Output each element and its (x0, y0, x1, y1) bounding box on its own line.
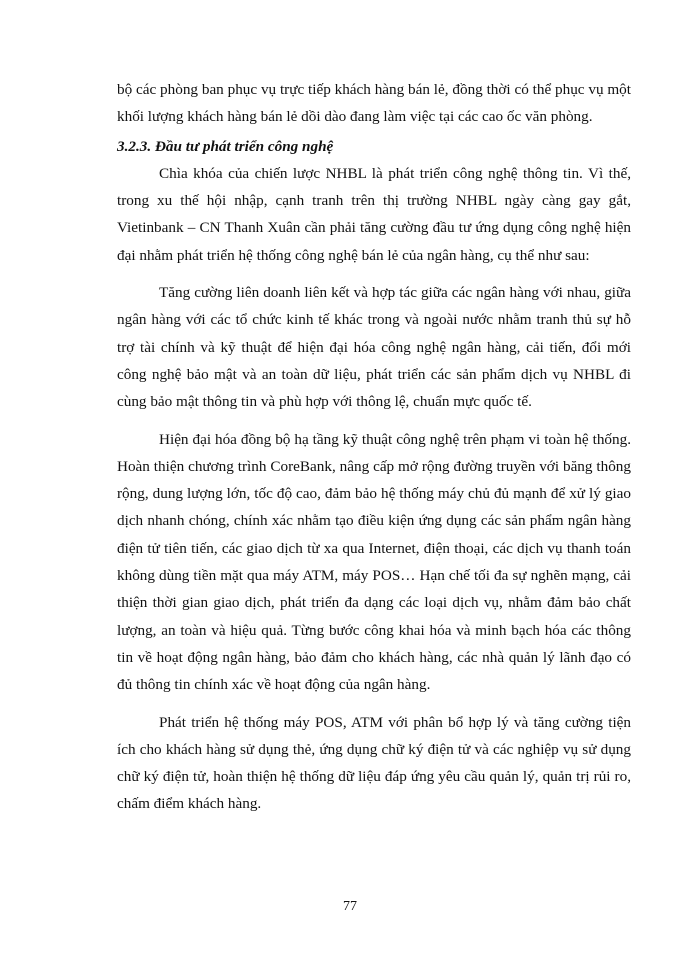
paragraph-pos-atm: Phát triển hệ thống máy POS, ATM với phân bổ hợp lý và tăng cường tiện ích cho khách hàng sử dụng thẻ, ứng dụng chữ ký điện tử và các nghiệp vụ sử dụng chữ ký điện tử, hoàn thiện hệ thống dữ liệu đáp ứng yêu cầu quản lý, quản trị rủi ro, chấm điểm khách hàng. (117, 713, 631, 813)
page-number: 77 (343, 899, 357, 914)
paragraph-cooperation: Tăng cường liên doanh liên kết và hợp tác giữa các ngân hàng với nhau, giữa ngân hàng với các tổ chức kinh tế khác trong và ngoài nước nhằm tranh thủ sự hỗ trợ tài chính và kỹ thuật để hiện đại hóa công nghệ ngân hàng, cải tiến, đổi mới công nghệ bảo mật và an toàn dữ liệu, phát triển các sản phẩm dịch vụ NHBL đi cùng bảo mật thông tin và phù hợp với thông lệ, chuẩn mực quốc tế. (117, 284, 631, 411)
paragraph-intro: Chìa khóa của chiến lược NHBL là phát triển công nghệ thông tin. Vì thế, trong xu thế hội nhập, cạnh tranh trên thị trường NHBL ngày càng gay gắt, Vietinbank – CN Thanh Xuân cần phải tăng cường đầu tư ứng dụng công nghệ hiện đại nhằm phát triển hệ thống công nghệ bán lẻ của ngân hàng, cụ thể như sau: (117, 164, 631, 264)
paragraph-modernization: Hiện đại hóa đồng bộ hạ tầng kỹ thuật công nghệ trên phạm vi toàn hệ thống. Hoàn thiện chương trình CoreBank, nâng cấp mở rộng đường truyền với băng thông rộng, dung lượng lớn, tốc độ cao, đảm bảo hệ thống máy chủ đủ mạnh để xử lý giao dịch nhanh chóng, chính xác nhằm tạo điều kiện ứng dụng các sản phẩm ngân hàng điện tử tiên tiến, các giao dịch từ xa qua Internet, điện thoại, các dịch vụ thanh toán không dùng tiền mặt qua máy ATM, máy POS… Hạn chế tối đa sự nghẽn mạng, cải thiện thời gian giao dịch, phát triển đa dạng các loại dịch vụ, nhằm đảm bảo chất lượng, an toàn và hiệu quả. Từng bước công khai hóa và minh bạch hóa các thông tin về hoạt động ngân hàng, bảo đảm cho khách hàng, các nhà quản lý lãnh đạo có đủ thông tin chính xác về hoạt động của ngân hàng. (117, 430, 631, 694)
document-page (117, 76, 631, 818)
section-heading: 3.2.3. Đầu tư phát triển công nghệ (117, 137, 334, 155)
paragraph-continuation: bộ các phòng ban phục vụ trực tiếp khách hàng bán lẻ, đồng thời có thể phục vụ một khối lượng khách hàng bán lẻ dồi dào đang làm việc tại các cao ốc văn phòng. (117, 81, 631, 126)
